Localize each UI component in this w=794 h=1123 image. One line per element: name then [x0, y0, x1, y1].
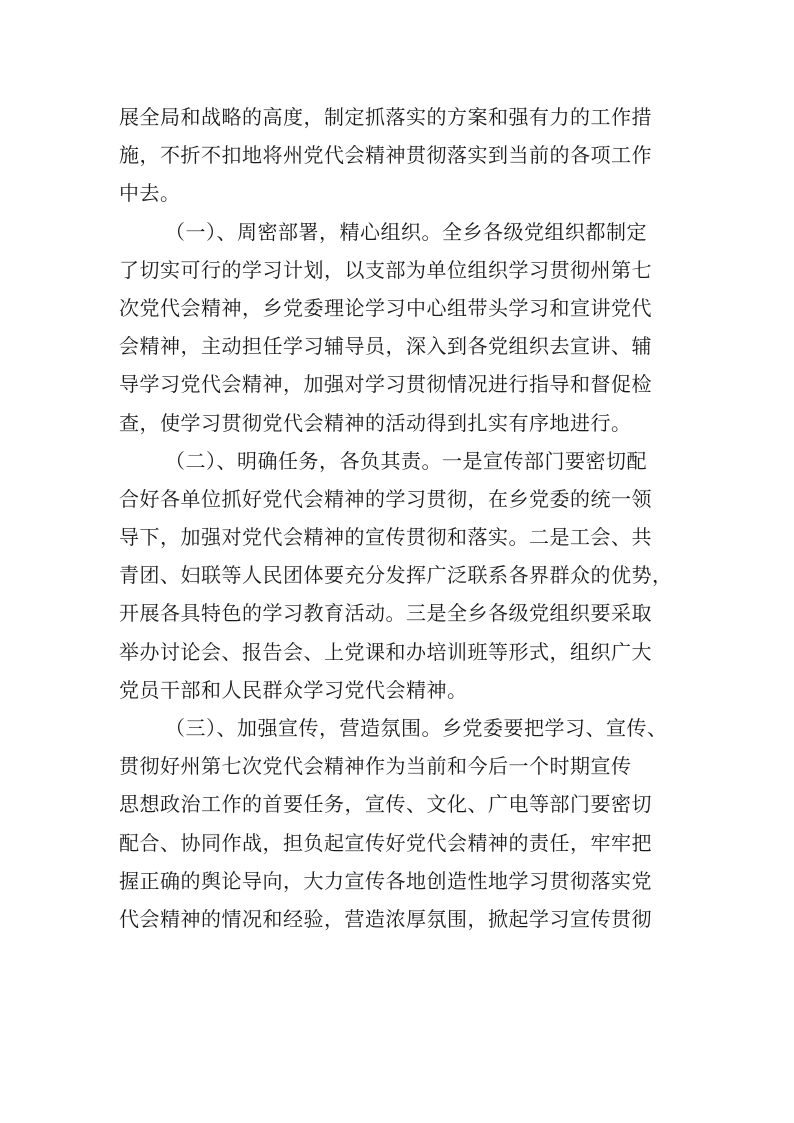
text-line: 党员干部和人民群众学习党代会精神。: [119, 677, 468, 702]
text-line: 中去。: [119, 181, 181, 206]
section-heading-line: （二）、明确任务，各负其责。一是宣传部门要密切配: [165, 448, 647, 473]
section-heading-line: （三）、加强宣传，营造氛围。乡党委要把学习、宣传、: [165, 716, 668, 740]
text-line: 开展各具特色的学习教育活动。三是全乡各级党组织要采取: [119, 601, 652, 626]
text-line: 次党代会精神，乡党委理论学习中心组带头学习和宣讲党代: [119, 295, 652, 320]
text-line: 导学习党代会精神，加强对学习贯彻情况进行指导和督促检: [119, 372, 652, 397]
text-line: 导下，加强对党代会精神的宣传贯彻和落实。二是工会、共: [119, 525, 652, 550]
document-body: [119, 98, 679, 938]
text-line: 代会精神的情况和经验，营造浓厚氛围，掀起学习宣传贯彻: [119, 906, 652, 931]
text-line: 会精神，主动担任学习辅导员，深入到各党组织去宣讲、辅: [119, 334, 652, 359]
section-heading-line: （一）、周密部署，精心组织。全乡各级党组织都制定: [165, 219, 647, 244]
text-line: 举办讨论会、报告会、上党课和办培训班等形式，组织广大: [119, 639, 652, 664]
text-line: 查，使学习贯彻党代会精神的活动得到扎实有序地进行。: [119, 410, 632, 435]
text-line: 施，不折不扣地将州党代会精神贯彻落实到当前的各项工作: [119, 143, 652, 168]
text-line: 合好各单位抓好党代会精神的学习贯彻，在乡党委的统一领: [119, 486, 652, 511]
text-line: 配合、协同作战，担负起宣传好党代会精神的责任，牢牢把: [119, 830, 652, 855]
text-line: 青团、妇联等人民团体要充分发挥广泛联系各界群众的优势，: [119, 563, 673, 588]
text-line: 握正确的舆论导向，大力宣传各地创造性地学习贯彻落实党: [119, 868, 652, 893]
text-line: 了切实可行的学习计划，以支部为单位组织学习贯彻州第七: [119, 257, 652, 282]
text-line: 贯彻好州第七次党代会精神作为当前和今后一个时期宣传: [119, 754, 632, 779]
text-line: 思想政治工作的首要任务，宣传、文化、广电等部门要密切: [119, 792, 652, 817]
text-line: 展全局和战略的高度，制定抓落实的方案和强有力的工作措: [119, 105, 652, 129]
